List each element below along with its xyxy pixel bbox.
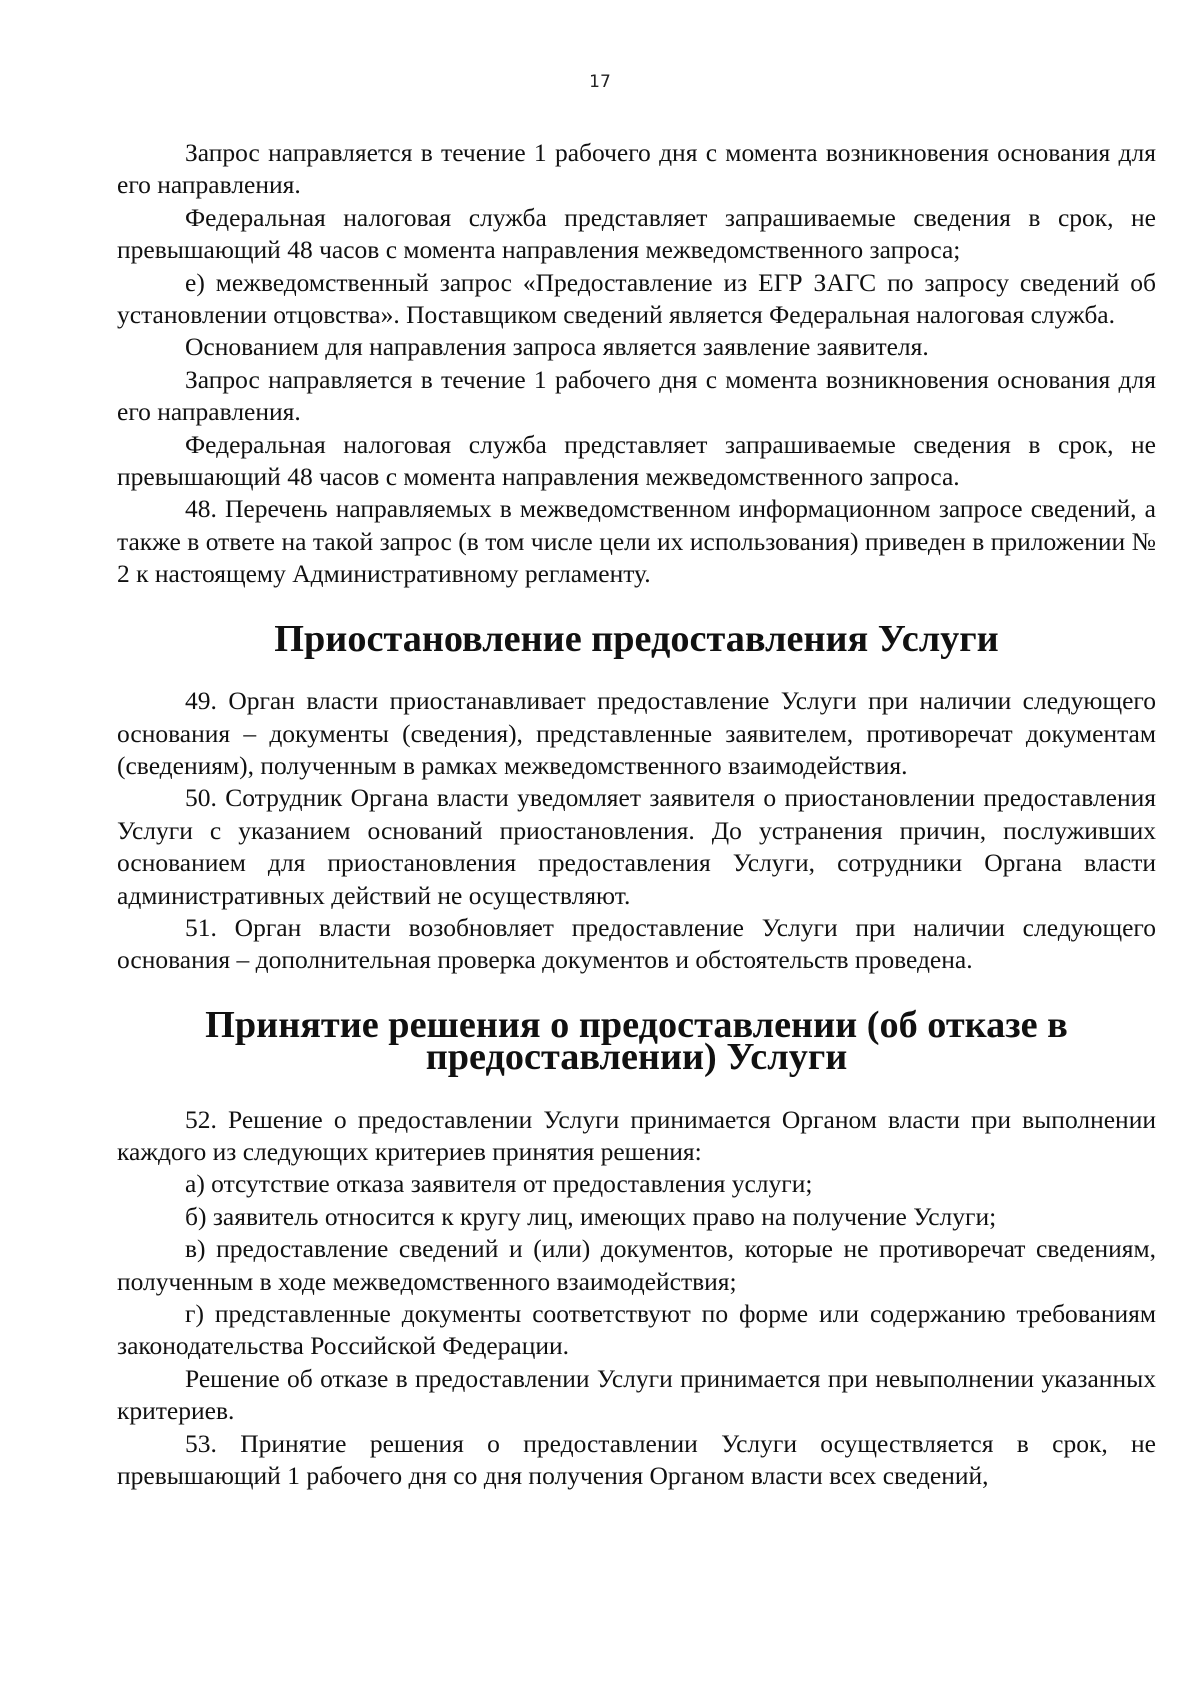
paragraph-51: 51. Орган власти возобновляет предоставление Услуги при наличии следующего основания – дополнительная проверка документов и обстоятельств проведена. xyxy=(117,912,1156,975)
paragraph: Решение об отказе в предоставлении Услуги принимается при невыполнении указанных критериев. xyxy=(117,1363,1156,1426)
document-body xyxy=(117,137,1156,1492)
paragraph: Запрос направляется в течение 1 рабочего дня с момента возникновения основания для его направления. xyxy=(117,364,1156,427)
paragraph-52: 52. Решение о предоставлении Услуги принимается Органом власти при выполнении каждого из следующих критериев принятия решения: xyxy=(117,1104,1156,1166)
paragraph: Федеральная налоговая служба представляет запрашиваемые сведения в срок, не превышающий 48 часов с момента направления межведомственного запроса. xyxy=(117,429,1156,492)
paragraph: Основанием для направления запроса является заявление заявителя. xyxy=(185,332,929,362)
paragraph-49: 49. Орган власти приостанавливает предоставление Услуги при наличии следующего основания – документы (сведения), представленные заявителем, противоречат документам (сведениям), полученным в рамках межведомственного взаимодействия. xyxy=(117,686,1156,780)
list-item-b: б) заявитель относится к кругу лиц, имеющих право на получение Услуги; xyxy=(185,1201,997,1231)
list-item-v: в) предоставление сведений и (или) документов, которые не противоречат сведениям, полученным в ходе межведомственного взаимодействия; xyxy=(117,1234,1156,1296)
list-item-a: а) отсутствие отказа заявителя от предоставления услуги; xyxy=(185,1169,813,1199)
paragraph: Федеральная налоговая служба представляет запрашиваемые сведения в срок, не превышающий 48 часов с момента направления межведомственного запроса; xyxy=(117,202,1156,265)
list-item-g: г) представленные документы соответствуют по форме или содержанию требованиям законодательства Российской Федерации. xyxy=(117,1299,1156,1361)
section-heading-decision: Принятие решения о предоставлении (об отказе в предоставлении) Услуги xyxy=(205,1003,1068,1079)
paragraph: е) межведомственный запрос «Предоставление из ЕГР ЗАГС по запросу сведений об установлении отцовства». Поставщиком сведений является Федеральная налоговая служба. xyxy=(117,267,1156,330)
section-heading-suspension: Приостановление предоставления Услуги xyxy=(274,617,999,660)
paragraph-53: 53. Принятие решения о предоставлении Услуги осуществляется в срок, не превышающий 1 рабочего дня со дня получения Органом власти всех сведений, xyxy=(117,1428,1156,1491)
paragraph-48: 48. Перечень направляемых в межведомственном информационном запросе сведений, а также в ответе на такой запрос (в том числе цели их использования) приведен в приложении № 2 к настоящему Административному регламенту. xyxy=(117,494,1156,589)
paragraph: Запрос направляется в течение 1 рабочего дня с момента возникновения основания для его направления. xyxy=(117,138,1156,200)
page-number: 17 xyxy=(589,72,611,92)
paragraph-50: 50. Сотрудник Органа власти уведомляет заявителя о приостановлении предоставления Услуги с указанием оснований приостановления. До устранения причин, послуживших основанием для приостановления предоставления Услуги, сотрудники Органа власти административных действий не осуществляют. xyxy=(117,783,1156,910)
